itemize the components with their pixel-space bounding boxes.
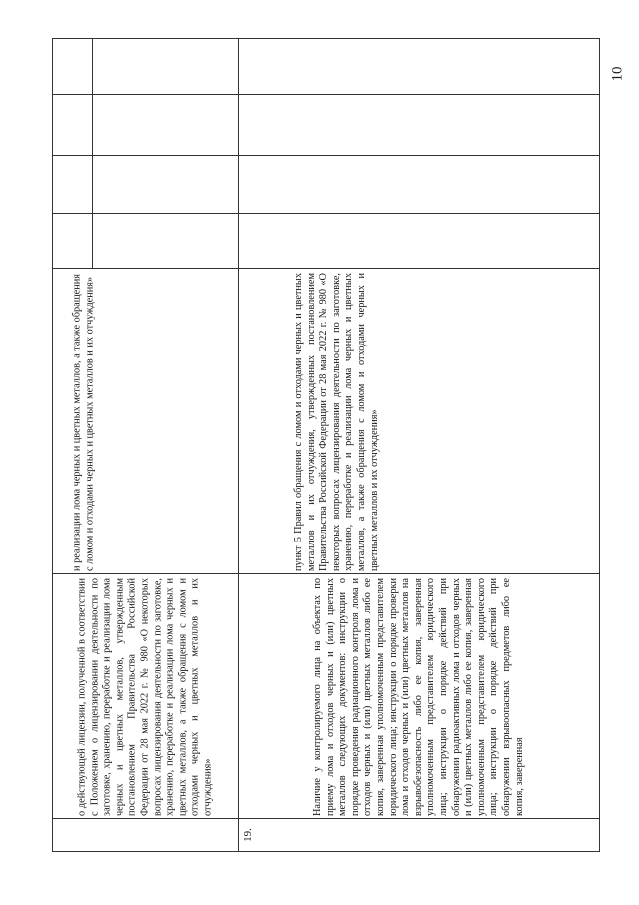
prev-row-reference-cell <box>53 270 238 573</box>
prev-row-reference-text: и реализации лома черных и цветных металлов, а также обращения с ломом и отходами черных и цветных металлов и их отчуждения» <box>70 273 95 571</box>
row-19-number-cell <box>239 819 257 851</box>
row-19-requirement-text: Наличие у контролируемого лица на объектах по приему лома и отходов черных и (или) цветных металлов следующих документов: инструкции о порядке проведения радиационного контроля лома и отходов черных и (или) цветных металлов либо ее копия, заверенная уполномоченным представителем юридического лица; инструкции о порядке проверки лома и отходов черных и (или) цветных металлов на взрывобезопасность либо ее копия, заверенная уполномоченным представителем юридического лица; инструкции о порядке действий при обнаружении радиоактивных лома и отходов черных и (или) цветных металлов либо ее копия, заверенная уполномоченным представителем юридического лица; инструкции о порядке действий при обнаружении взрывоопасных предметов либо ее копия, заверенная <box>311 577 525 816</box>
rotated-table <box>52 38 600 852</box>
row-19-requirement-cell <box>239 575 599 818</box>
prev-row-requirement-cell <box>53 575 238 818</box>
row-19-number: 19. <box>242 828 254 842</box>
prev-row-requirement-text: о действующей лицензии, полученной в соответствии с Положением о лицензировании деятельности по заготовке, хранению, переработке и реализации лома черных и цветных металлов, утвержденным постановлением Правительства Российской Федерации от 28 мая 2022 г. № 980 «О некоторых вопросах лицензирования деятельности по заготовке, хранению, переработке и реализации лома черных и цветных металлов, а также обращения с ломом и отходами черных и цветных металлов и их отчуждения» <box>76 577 214 816</box>
page-number: 10 <box>609 66 626 82</box>
row-19-reference-text: пункт 5 Правил обращения с ломом и отходами черных и цветных металлов и их отчуждения, утвержденных постановлением Правительства Российской Федерации от 28 мая 2022 г. № 980 «О некоторых вопросах лицензирования деятельности по заготовке, хранению, переработке и реализации лома черных и цветных металлов, а также обращения с ломом и отходами черных и цветных металлов и их отчуждения» <box>292 272 380 571</box>
row-19-reference-cell <box>239 270 599 573</box>
